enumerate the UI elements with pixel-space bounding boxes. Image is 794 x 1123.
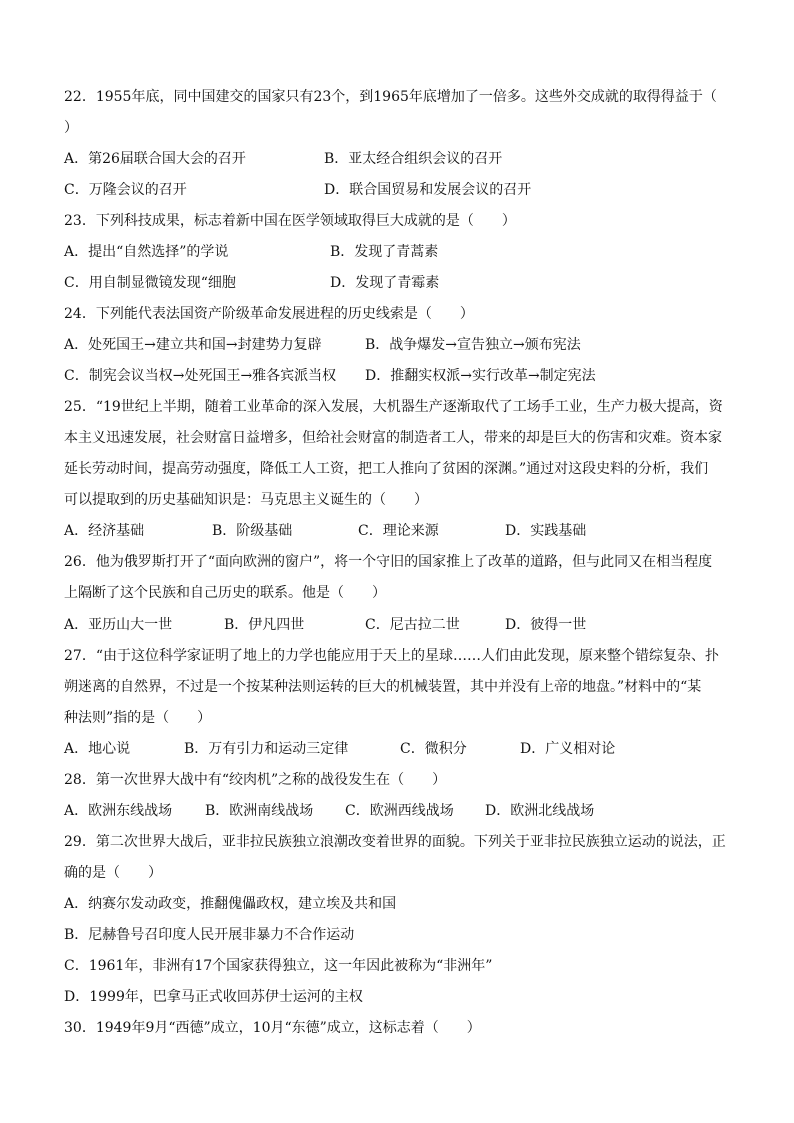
option-a: A．提出“自然选择”的学说 [64, 244, 229, 260]
question-stem: 30．1949年9月“西德”成立，10月“东德”成立，这标志着（ ） [64, 1020, 481, 1036]
question-stem: 29．第二次世界大战后，亚非拉民族独立浪潮改变着世界的面貌。下列关于亚非拉民族独立运动的说法，正 [64, 834, 726, 850]
option-d: D．彼得一世 [505, 617, 587, 633]
option-c: C．用自制显微镜发现“细胞 [64, 275, 236, 291]
option-d: D．广义相对论 [520, 741, 616, 757]
option-a: A．经济基础 [64, 523, 145, 539]
option-d: D．联合国贸易和发展会议的召开 [324, 182, 532, 198]
option-b: B．尼赫鲁号召印度人民开展非暴力不合作运动 [64, 927, 355, 943]
option-d: D．欧洲北线战场 [485, 803, 595, 819]
option-c: C．理论来源 [358, 523, 439, 539]
question-stem: 本主义迅速发展，社会财富日益增多，但给社会财富的制造者工人，带来的却是巨大的伤害和灾难。资本家 [64, 430, 722, 446]
option-d: D．发现了青霉素 [330, 275, 440, 291]
question-stem: 朔迷离的自然界，不过是一个按某种法则运转的巨大的机械装置，其中并没有上帝的地盘。”材料中的“某 [64, 679, 702, 695]
option-c: C．1961年，非洲有17个国家获得独立，这一年因此被称为“非洲年” [64, 958, 493, 974]
question-stem: 22．1955年底，同中国建交的国家只有23个，到1965年底增加了一倍多。这些外交成就的取得得益于（ [64, 89, 717, 105]
question-stem: 延长劳动时间，提高劳动强度，降低工人工资，把工人推向了贫困的深渊。”通过对这段史料的分析，我们 [64, 461, 709, 477]
question-stem: 上隔断了这个民族和自己历史的联系。他是（ ） [64, 585, 386, 601]
question-stem: 28．第一次世界大战中有“绞肉机”之称的战役发生在（ ） [64, 772, 447, 788]
question-stem: 25．“19世纪上半期，随着工业革命的深入发展，大机器生产逐渐取代了工场手工业，生产力极大提高，资 [64, 399, 723, 415]
question-stem: 确的是（ ） [64, 865, 162, 881]
option-a: A．第26届联合国大会的召开 [64, 151, 246, 167]
option-c: C．微积分 [400, 741, 467, 757]
question-stem: 种法则”指的是（ ） [64, 710, 212, 726]
option-b: B．发现了青蒿素 [330, 244, 439, 260]
option-b: B．战争爆发→宣告独立→颁布宪法 [365, 337, 581, 353]
option-d: D．实践基础 [505, 523, 587, 539]
question-stem: 24．下列能代表法国资产阶级革命发展进程的历史线索是（ ） [64, 306, 474, 322]
question-stem: 27．“由于这位科学家证明了地上的力学也能应用于天上的星球……人们由此发现，原来整个错综复杂、扑 [64, 648, 719, 664]
option-a: A．地心说 [64, 741, 131, 757]
option-c: C．欧洲西线战场 [345, 803, 454, 819]
option-d: D．1999年，巴拿马正式收回苏伊士运河的主权 [64, 989, 363, 1005]
option-a: A．处死国王→建立共和国→封建势力复辟 [64, 337, 322, 353]
option-d: D．推翻实权派→实行改革→制定宪法 [365, 368, 596, 384]
option-c: C．制宪会议当权→处死国王→雅各宾派当权 [64, 368, 337, 384]
option-c: C．万隆会议的召开 [64, 182, 187, 198]
option-a: A．纳赛尔发动政变，推翻傀儡政权，建立埃及共和国 [64, 896, 397, 912]
option-b: B．万有引力和运动三定律 [184, 741, 349, 757]
option-b: B．亚太经合组织会议的召开 [324, 151, 503, 167]
option-b: B．伊凡四世 [224, 617, 305, 633]
option-b: B．阶级基础 [212, 523, 293, 539]
option-a: A．亚历山大一世 [64, 617, 173, 633]
question-stem: 可以提取到的历史基础知识是：马克思主义诞生的（ ） [64, 492, 428, 508]
option-c: C．尼古拉二世 [365, 617, 460, 633]
question-stem: 26．他为俄罗斯打开了“面向欧洲的窗户”，将一个守旧的国家推上了改革的道路，但与此同又在相当程度 [64, 554, 713, 570]
question-stem: 23．下列科技成果，标志着新中国在医学领域取得巨大成就的是（ ） [64, 213, 516, 229]
question-stem: ） [64, 120, 78, 136]
option-a: A．欧洲东线战场 [64, 803, 173, 819]
option-b: B．欧洲南线战场 [205, 803, 314, 819]
